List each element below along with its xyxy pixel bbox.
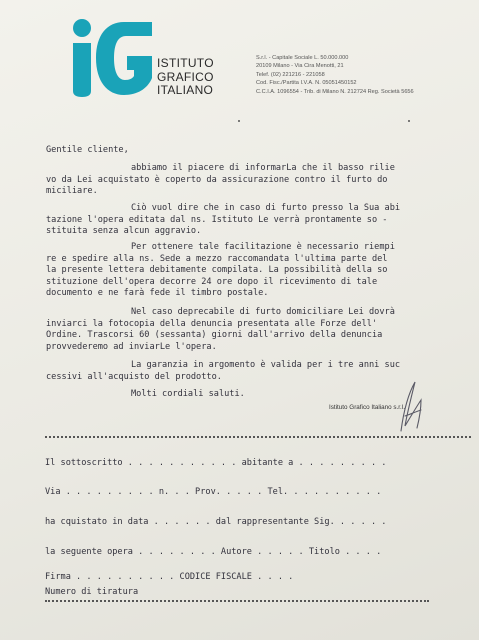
form-row-tiratura: Numero di tiratura: [45, 587, 139, 597]
paragraph-5: La garanzia in argomento è valida per i tre anni suc cessivi all'acquisto del prodotto.: [46, 360, 401, 382]
brand-line: ISTITUTO: [157, 56, 214, 70]
form-row-sottoscritto: Il sottoscritto . . . . . . . . . . . abitante a . . . . . . . . .: [45, 458, 387, 468]
form-row-acquisto: ha cquistato in data . . . . . . dal rappresentante Sig. . . . . .: [45, 517, 387, 527]
form-row-via: Via . . . . . . . . . n. . . Prov. . . . . Tel. . . . . . . . . .: [45, 487, 382, 497]
brand-line: ITALIANO: [157, 83, 214, 97]
fold-mark: [238, 120, 240, 122]
brand-name: [157, 57, 214, 98]
form-row-firma: Firma . . . . . . . . . . CODICE FISCALE . . . .: [45, 572, 294, 582]
closing: Molti cordiali saluti.: [131, 389, 245, 399]
paragraph-4: Nel caso deprecabile di furto domiciliare Lei dovrà inviarci la fotocopia della denuncia presentata alle Forze dell' Ordine. Trascorsi 60 (sessanta) giorni dall'arrivo della denuncia provvederemo ad inviarLe l'opera.: [46, 307, 395, 352]
paragraph-3: Per ottenere tale facilitazione è necessario riempi re e spedire alla ns. Sede a mezzo raccomandata l'ultima parte del la presente lettera debitamente compilata. La possibilità della so stituzione dell'opera decorre 24 ore dopo il ricevimento di tale documento e ne farà fede il timbro postale.: [46, 242, 395, 299]
dotted-separator: [45, 436, 471, 438]
paragraph-2: Ciò vuol dire che in caso di furto presso la Sua abi tazione l'opera editata dal ns. Istituto Le verrà prontamente so - stituita senza alcun aggravio.: [46, 203, 401, 237]
company-line: Telef. (02) 221216 - 221058: [256, 71, 325, 78]
signature-label: Istituto Grafico Italiano s.r.l.: [329, 404, 405, 411]
dotted-separator: [45, 600, 429, 602]
fold-mark: [408, 120, 410, 122]
igi-logo-icon: [72, 18, 154, 98]
company-line: C.C.I.A. 1096554 - Trib. di Milano N. 212724 Reg. Società 5656: [256, 88, 414, 95]
brand-line: GRAFICO: [157, 69, 214, 84]
form-row-opera: la seguente opera . . . . . . . . Autore . . . . . Titolo . . . .: [45, 547, 382, 557]
paragraph-1: abbiamo il piacere di informarLa che il basso rilie vo da Lei acquistato è coperto da assicurazione contro il furto do miciliare.: [46, 163, 395, 197]
company-details: [256, 54, 414, 96]
company-line: Cod. Fisc./Partita I.V.A. N. 05051450152: [256, 80, 357, 87]
company-line: S.r.l. - Capitale Sociale L. 50.000.000: [256, 55, 349, 61]
company-line: 20109 Milano - Via Cira Menotti, 21: [256, 63, 344, 70]
salutation: Gentile cliente,: [46, 145, 129, 155]
